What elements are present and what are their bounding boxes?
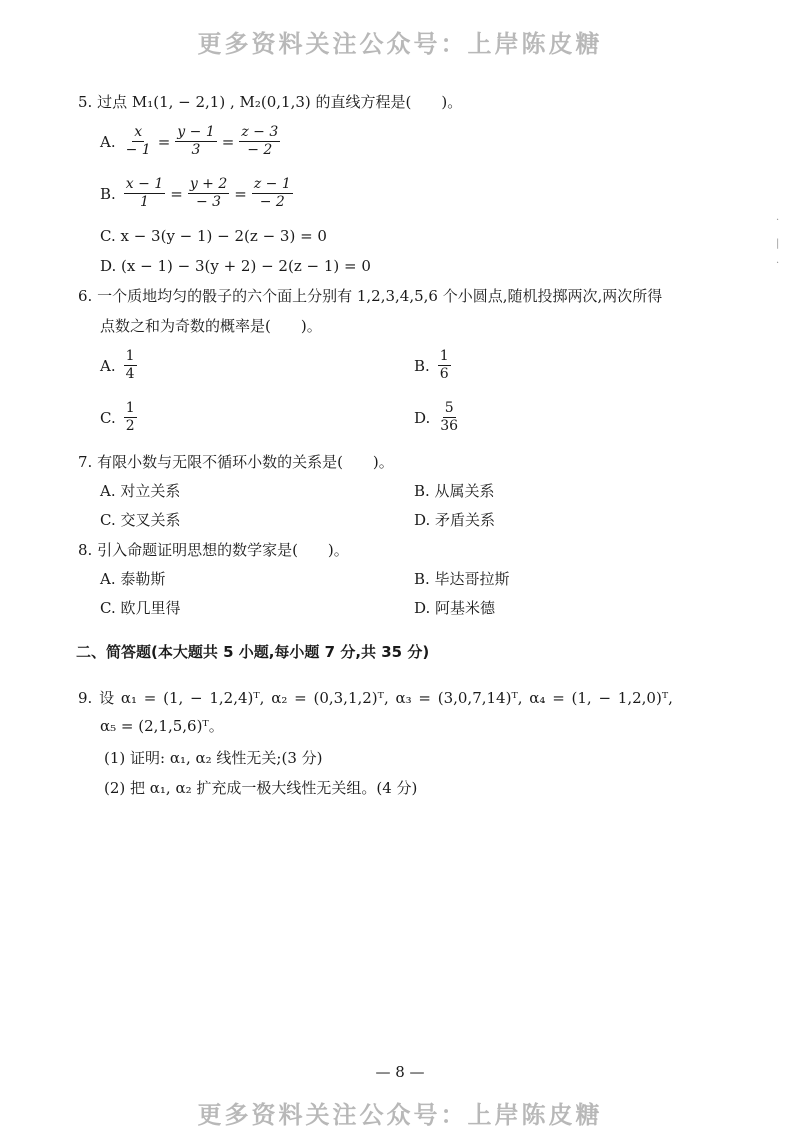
- q7-option-a: A. 对立关系: [100, 482, 181, 500]
- q8-option-a: A. 泰勒斯: [100, 570, 166, 588]
- q5-b-fraction-1: [124, 176, 165, 211]
- q6-stem-line-2: 点数之和为奇数的概率是( )。: [100, 317, 322, 335]
- q5-b-fraction-2: [188, 176, 229, 211]
- q6-option-c: [100, 400, 137, 435]
- q5-b-f2-den: − 3: [195, 194, 222, 210]
- q5-a-f3-num: z − 3: [241, 124, 279, 140]
- q5-a-fraction-2: [175, 124, 216, 159]
- q6-b-den: 6: [439, 366, 449, 382]
- q5-b-f1-num: x − 1: [125, 176, 164, 192]
- q5-a-f1-den: − 1: [125, 142, 151, 158]
- q5-option-d: D. (x − 1) − 3(y + 2) − 2(z − 1) = 0: [100, 257, 371, 275]
- q8-option-c: C. 欧几里得: [100, 599, 181, 617]
- q8-stem: 8. 引入命题证明思想的数学家是( )。: [78, 541, 349, 559]
- q6-stem-line-1: 6. 一个质地均匀的骰子的六个面上分别有 1,2,3,4,5,6 个小圆点,随机投掷两次,两次所得: [78, 287, 663, 305]
- q6-d-fraction: [438, 400, 460, 435]
- q5-b-fraction-3: [252, 176, 293, 211]
- scan-mark-3: ·: [776, 258, 780, 269]
- q6-option-c-label: C.: [100, 408, 116, 427]
- q7-option-b: B. 从属关系: [414, 482, 495, 500]
- q5-option-c: C. x − 3(y − 1) − 2(z − 3) = 0: [100, 227, 327, 245]
- q6-option-b: [414, 348, 451, 383]
- q5-b-f2-num: y + 2: [189, 176, 228, 192]
- q6-option-b-label: B.: [414, 356, 430, 375]
- q5-option-a-label: A.: [100, 132, 116, 151]
- q6-b-fraction: [438, 348, 451, 383]
- q6-a-fraction: [124, 348, 137, 383]
- q6-c-num: 1: [125, 400, 135, 416]
- q5-option-b: B. $\frac{x - 1}{1}$ = $\frac{y + 2}{- 3}$ = $\frac{z - 1}{- 2}$: [100, 176, 291, 210]
- q6-d-den: 36: [440, 418, 459, 434]
- q9-line-1: 9. 设 α₁ = (1, − 1,2,4)ᵀ, α₂ = (0,3,1,2)ᵀ, α₃ = (3,0,7,14)ᵀ, α₄ = (1, − 1,2,0)ᵀ,: [78, 689, 673, 707]
- q5-b-f3-den: − 2: [259, 194, 285, 210]
- q8-option-d: D. 阿基米德: [414, 599, 496, 617]
- q5-a-f3-den: − 2: [247, 142, 273, 158]
- q6-b-num: 1: [439, 348, 449, 364]
- q6-d-num: 5: [444, 400, 454, 416]
- scan-mark-2: |: [776, 238, 780, 249]
- q6-option-a-label: A.: [100, 356, 116, 375]
- q7-option-d: D. 矛盾关系: [414, 511, 496, 529]
- q5-option-b-label: B.: [100, 184, 116, 203]
- q5-b-f1-den: 1: [140, 194, 149, 210]
- watermark-bottom: 更多资料关注公众号：上岸陈皮糖: [197, 1101, 603, 1129]
- q6-option-d-label: D.: [414, 408, 431, 427]
- q6-option-d: [414, 400, 460, 435]
- q6-a-den: 4: [125, 366, 135, 382]
- q5-a-f2-den: 3: [191, 142, 201, 158]
- q9-sub-1: (1) 证明: α₁, α₂ 线性无关;(3 分): [104, 749, 323, 767]
- q5-a-f2-num: y − 1: [177, 124, 215, 140]
- q6-c-den: 2: [125, 418, 135, 434]
- scan-mark-1: ·: [776, 215, 780, 226]
- q5-stem: 5. 过点 M₁(1, − 2,1) , M₂(0,1,3) 的直线方程是( )。: [78, 93, 463, 111]
- q5-a-fraction-3: [239, 124, 280, 159]
- q5-option-a: A. $\frac{x}{- 1}$ = $\frac{y - 1}{3}$ = $\frac{z - 3}{- 2}$: [100, 124, 279, 158]
- q9-line-2: α₅ = (2,1,5,6)ᵀ。: [100, 717, 224, 735]
- q6-option-a: [100, 348, 137, 383]
- q5-a-fraction-1: [124, 124, 153, 159]
- q9-sub-2: (2) 把 α₁, α₂ 扩充成一极大线性无关组。(4 分): [104, 779, 418, 797]
- q7-stem: 7. 有限小数与无限不循环小数的关系是( )。: [78, 453, 394, 471]
- section-2-heading: 二、简答题(本大题共 5 小题,每小题 7 分,共 35 分): [76, 643, 430, 661]
- q8-option-b: B. 毕达哥拉斯: [414, 570, 510, 588]
- q6-c-fraction: [124, 400, 137, 435]
- q5-a-f1-num: x: [134, 124, 143, 140]
- q5-b-f3-num: z − 1: [253, 176, 291, 192]
- q7-option-c: C. 交叉关系: [100, 511, 181, 529]
- watermark-top: 更多资料关注公众号：上岸陈皮糖: [197, 30, 603, 58]
- page-number: — 8 —: [375, 1063, 425, 1081]
- q6-a-num: 1: [125, 348, 135, 364]
